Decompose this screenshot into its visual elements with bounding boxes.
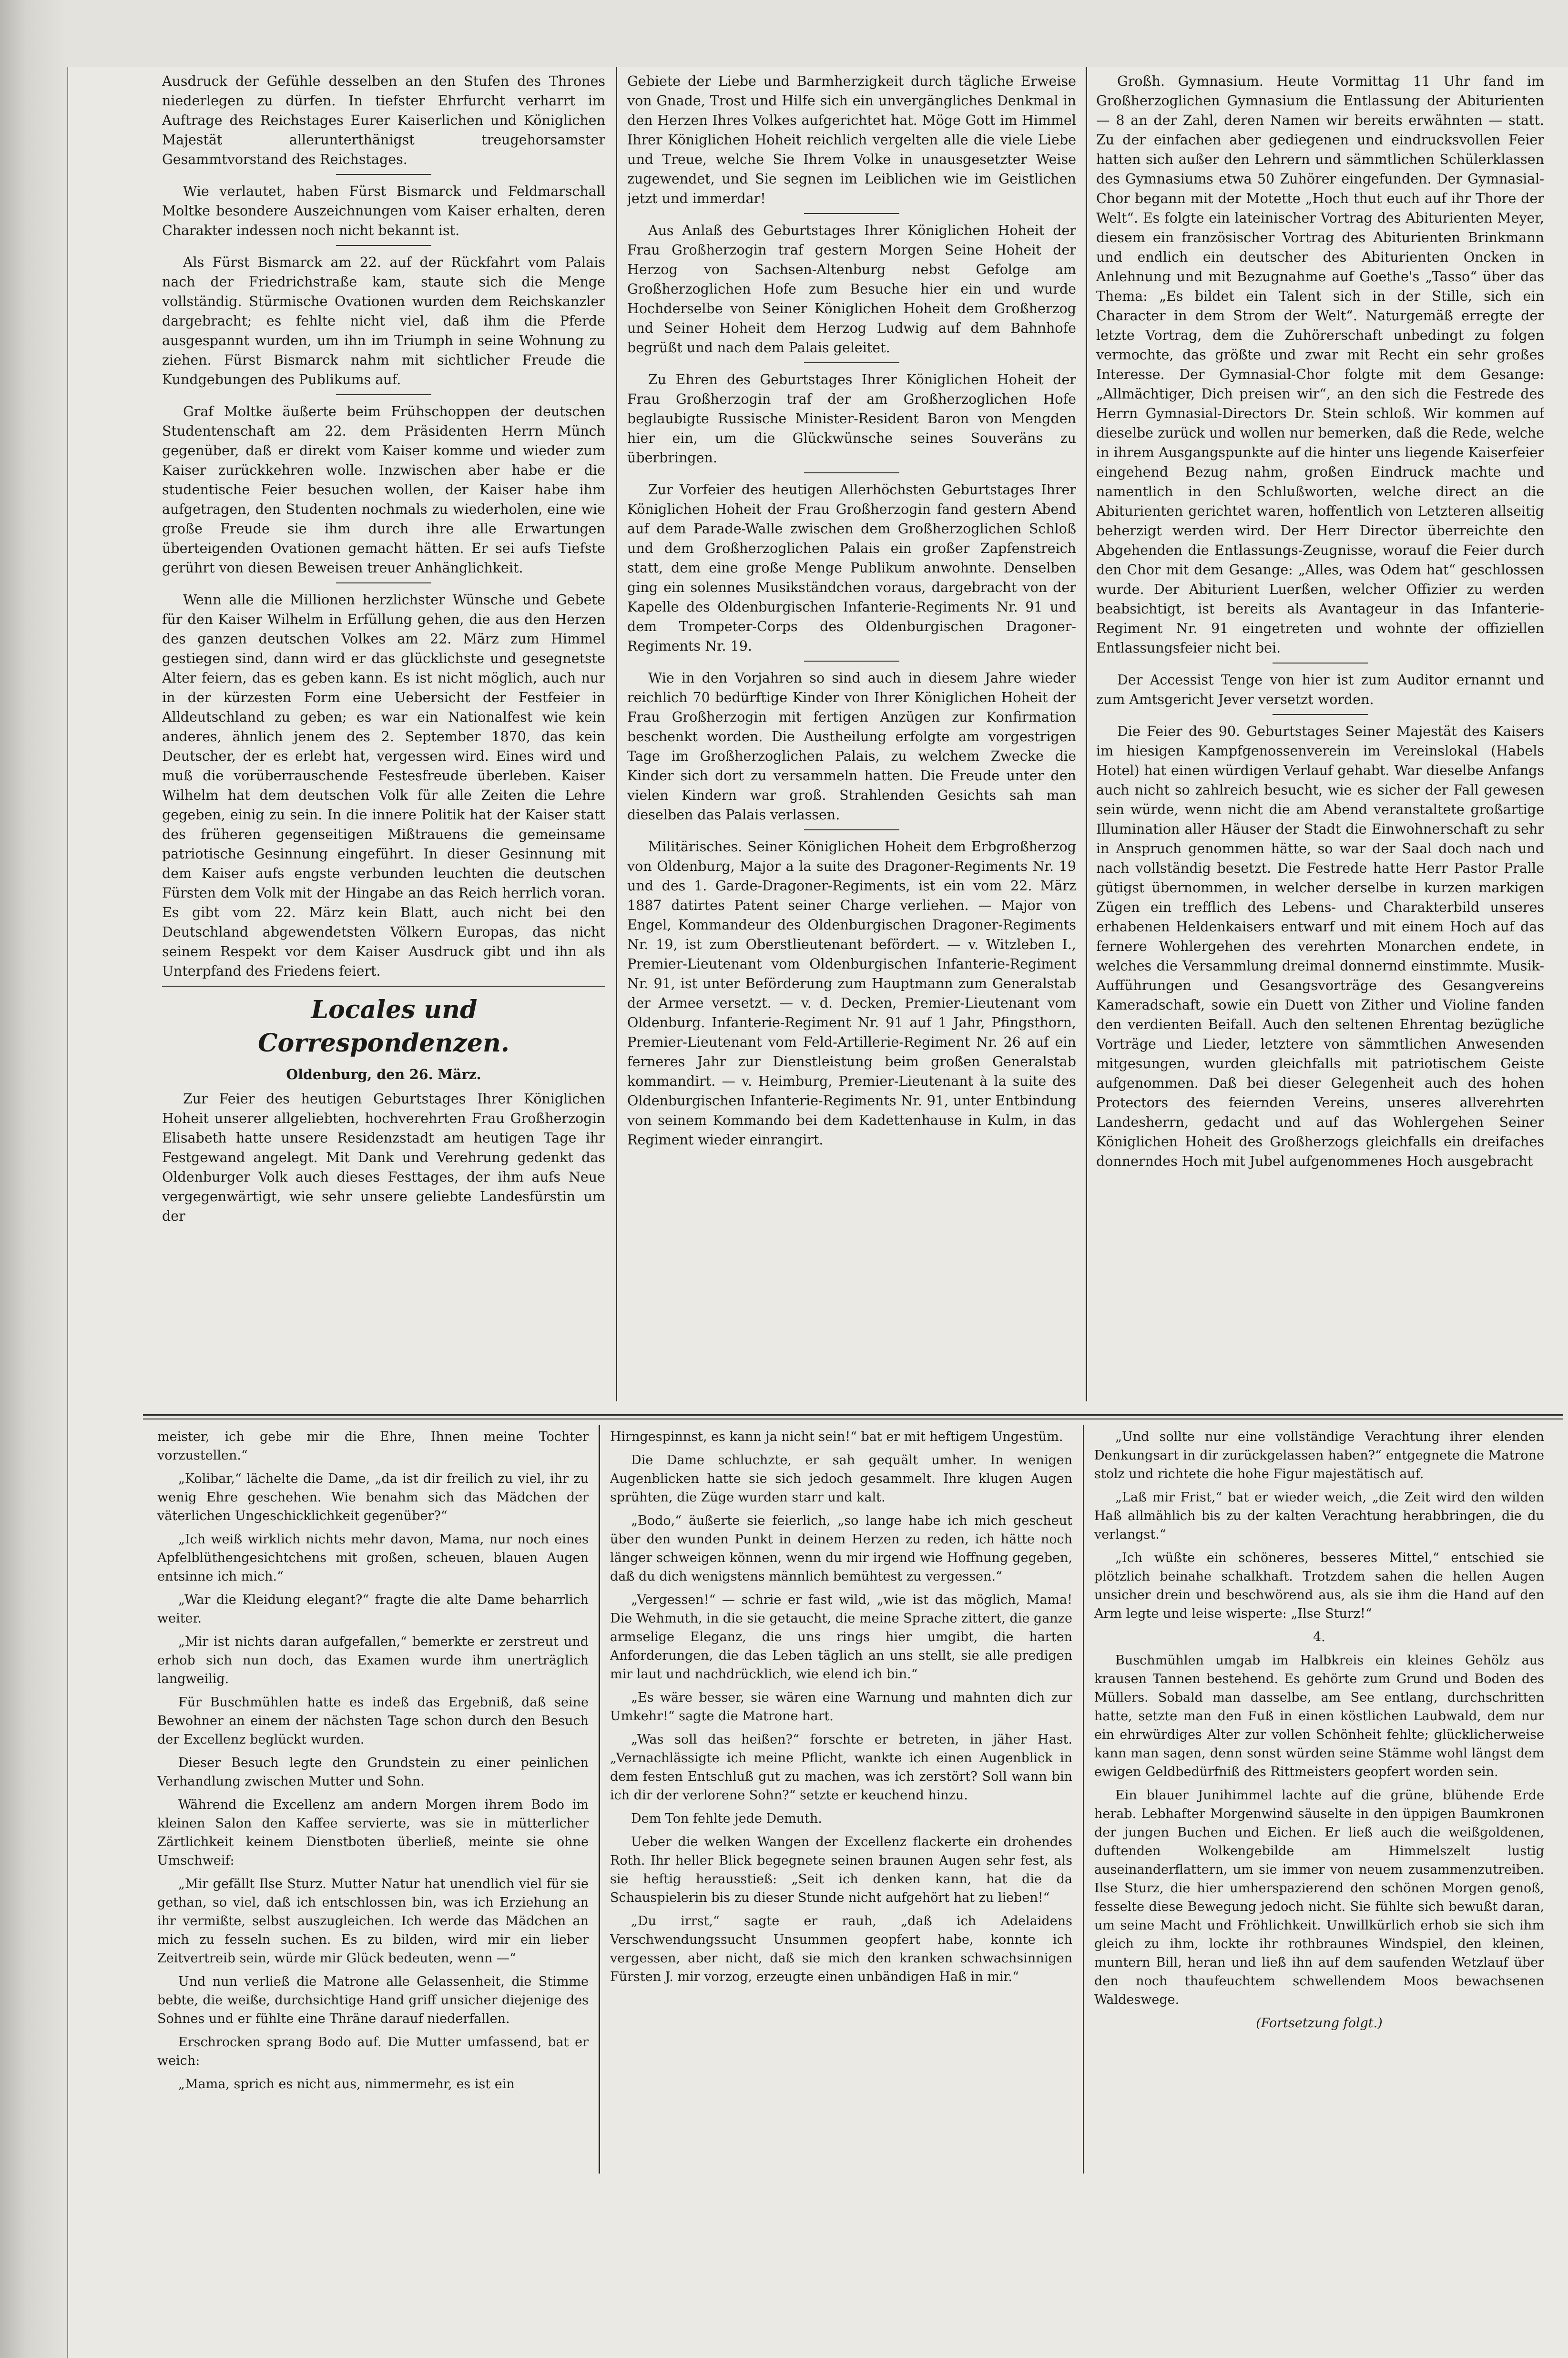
novel-paragraph: Ein blauer Junihimmel lachte auf die grüne, blühende Erde herab. Lebhafter Morgenwind säuselte in den üppigen Baumkronen der jungen Buchen und Eichen. Er ließ auch die weißgoldenen, duftenden Wolkengebilde am Himmelszelt lustig auseinanderflattern, um sie immer von neuem zusammenzutreiben. Ilse Sturz, die hier umherspazierend den schönen Morgen genoß, fesselte diese Bewegung jedoch nicht. Sie fühlte sich bewußt daran, um seine Macht und Fröhlichkeit. Unwillkürlich erhob sie sich ihm gleich zu ihm, lockte ihr rothbraunes Windspiel, den kleinen, muntern Bill, heran und ließ ihn auf dem saufenden Wetzlauf über den noch thaufeuchtem schwellendem Moos bewachsenen Waldeswege.	[1094, 1788, 1544, 2007]
article-paragraph: Zu Ehren des Geburtstages Ihrer Königlichen Hoheit der Frau Großherzogin traf der am Großherzoglichen Hofe beglaubigte Russische Minister-Resident Baron von Mengden hier ein, um die Glückwünsche seines Souveräns zu überbringen.	[627, 372, 1076, 466]
novel-paragraph: „Es wäre besser, sie wären eine Warnung und mahnten dich zur Umkehr!“ sagte die Matrone hart.	[610, 1690, 1072, 1724]
novel-paragraph: „Bodo,“ äußerte sie feierlich, „so lange habe ich mich gescheut über den wunden Punkt in deinem Herzen zu reden, ich hätte noch länger schweigen können, wenn du mir irgend wie Hoffnung gegeben, daß du dich wenigstens männlich bemühtest zu vergessen.“	[610, 1513, 1072, 1584]
column-rule	[1086, 67, 1087, 1401]
article-separator	[1273, 714, 1368, 715]
upper-column-1	[162, 71, 605, 1406]
novel-paragraph: Buschmühlen umgab im Halbkreis ein kleines Gehölz aus krausen Tannen bestehend. Es gehörte zum Grund und Boden des Müllers. Sobald man dasselbe, am See entlang, durchschritten hatte, setzte man den Fuß in einen köstlichen Laubwald, dem nur ein ehrwürdiges Alter zur vollen Schönheit fehlte; glücklicherweise kann man sagen, denn sonst würden seine Stämme wohl längst dem ewigen Geldbedürfniß des Rittmeisters geopfert worden sein.	[1094, 1653, 1544, 1779]
novel-paragraph: „Kolibar,“ lächelte die Dame, „da ist dir freilich zu viel, ihr zu wenig Ehre geschehen. Wie benahm sich das Mädchen der väterlichen Ungeschicklichkeit gegenüber?“	[157, 1471, 589, 1523]
article-separator	[336, 394, 431, 395]
article-separator	[162, 986, 605, 987]
article-paragraph: Militärisches. Seiner Königlichen Hoheit dem Erbgroßherzog von Oldenburg, Major a la suite des Dragoner-Regiments Nr. 19 und des 1. Garde-Dragoner-Regiments, ist ein vom 22. März 1887 datirtes Patent seiner Charge verliehen. — Major von Engel, Kommandeur des Oldenburgischen Dragoner-Regiments Nr. 19, ist zum Oberstlieutenant befördert. — v. Witzleben I., Premier-Lieutenant vom Oldenburgischen Infanterie-Regiment Nr. 91, ist unter Beförderung zum Hauptmann zum Generalstab der Armee versetzt. — v. d. Decken, Premier-Lieutenant vom Oldenburg. Infanterie-Regiment Nr. 91 auf 1 Jahr, Pfingsthorn, Premier-Lieutenant vom Feld-Artillerie-Regiment Nr. 26 auf ein ferneres Jahr zur Dienstleistung beim großen Generalstab kommandirt. — v. Heimburg, Premier-Lieutenant à la suite des Oldenburgischen Infanterie-Regiments Nr. 91, unter Entbindung von seinem Kommando bei dem Kadettenhause in Kulm, in das Regiment wieder einrangirt.	[627, 839, 1076, 1148]
article-paragraph: Graf Moltke äußerte beim Frühschoppen der deutschen Studentenschaft am 22. dem Präsidenten Herrn Münch gegenüber, daß er direkt vom Kaiser komme und wieder zum Kaiser zurückkehren wolle. Inzwischen aber habe er die studentische Feier besuchen wollen, der Kaiser habe ihm aufgetragen, den Studenten nochmals zu wiederholen, eine wie große Freude sie ihm durch ihre alle Erwartungen überteigenden Ovationen gemacht hätten. Er sei aufs Tiefste gerührt von diesen Beweisen treuer Anhänglichkeit.	[162, 404, 605, 576]
upper-column-2	[627, 71, 1076, 1406]
article-paragraph: Der Accessist Tenge von hier ist zum Auditor ernannt und zum Amtsgericht Jever versetzt worden.	[1096, 672, 1544, 707]
feuilleton-rule	[143, 1414, 1563, 1416]
article-paragraph: Großh. Gymnasium. Heute Vormittag 11 Uhr fand im Großherzoglichen Gymnasium die Entlassung der Abiturienten — 8 an der Zahl, deren Namen wir bereits erwähnten — statt. Zu der einfachen aber gediegenen und eindrucksvollen Feier hatten sich außer den Lehrern und sämmtlichen Schülerklassen des Gymnasiums etwa 50 Zuhörer eingefunden. Der Gymnasial-Chor begann mit der Motette „Hoch thut euch auf ihr Thore der Welt“. Es folgte ein lateinischer Vortrag des Abiturienten Meyer, diesem ein französischer Vortrag des Abiturienten Brinkmann und endlich ein deutscher des Abiturienten Oncken in Anlehnung und mit Bezugnahme auf Goethe's „Tasso“ über das Thema: „Es bildet ein Talent sich in der Stille, sich ein Character in dem Strom der Welt“. Naturgemäß erregte der letzte Vortrag, dem die Zuhörerschaft unbedingt zu folgen vermochte, das größte und zwar mit Recht ein sehr großes Interesse. Der Gymnasial-Chor folgte mit dem Gesange: „Allmächtiger, Dich preisen wir“, an den sich die Festrede des Herrn Gymnasial-Directors Dr. Stein schloß. Wir kommen auf dieselbe zurück und wollen nur bemerken, daß die Rede, welche in ihrem Ausgangspunkte auf die hinter uns liegende Kaiserfeier eingehend Bezug nahm, großen Eindruck machte und namentlich in den Schlußworten, welche direct an die Abiturienten gerichtet waren, hoffentlich von Letzteren allseitig beherzigt werden wird. Der Herr Director überreichte den Abgehenden die Entlassungs-Zeugnisse, worauf die Feier durch den Chor mit dem Gesange: „Alles, was Odem hat“ geschlossen wurde. Der Abiturient Luerßen, welcher Offizier zu werden beabsichtigt, ist bereits als Avantageur in das Infanterie-Regiment Nr. 91 eingetreten und wohnte der offiziellen Entlassungsfeier nicht bei.	[1096, 73, 1544, 656]
novel-paragraph: „Und sollte nur eine vollständige Verachtung ihrer elenden Denkungsart in dir zurückgelassen haben?“ entgegnete die Matrone stolz und richtete die hohe Figur majestätisch auf.	[1094, 1429, 1544, 1481]
article-paragraph: Zur Vorfeier des heutigen Allerhöchsten Geburtstages Ihrer Königlichen Hoheit der Frau Großherzogin fand gestern Abend auf dem Parade-Walle zwischen dem Großherzoglichen Schloß und dem Großherzoglichen Palais ein großer Zapfenstreich statt, dem eine große Menge Publikum anwohnte. Denselben ging ein solennes Musikständchen voraus, dargebracht von der Kapelle des Oldenburgischen Infanterie-Regiments Nr. 91 und dem Trompeter-Corps des Oldenburgischen Dragoner-Regiments Nr. 19.	[627, 482, 1076, 654]
article-paragraph: Die Feier des 90. Geburtstages Seiner Majestät des Kaisers im hiesigen Kampfgenossenverein im Vereinslokal (Habels Hotel) hat einen würdigen Verlauf gehabt. War dieselbe Anfangs auch nicht so zahlreich besucht, wie es sicher der Fall gewesen sein würde, wenn nicht die am Abend veranstaltete großartige Illumination aller Häuser der Stadt die Einwohnerschaft zu sehr in Anspruch genommen hätte, so war der Saal doch nach und nach vollständig besetzt. Die Festrede hatte Herr Pastor Pralle gütigst übernommen, in welcher derselbe in kurzen markigen Zügen ein trefflich des Lebens- und Charakterbild unseres erhabenen Heldenkaisers entwarf und mit einem Hoch auf das fernere Wohlergehen des verehrten Monarchen endete, in welches die Versammlung dreimal donnernd einstimmte. Musik-Aufführungen und Gesangsvorträge des Gesangvereins Kameradschaft, sowie ein Duett von Zither und Violine fanden den verdienten Beifall. Auch den seltenen Ehrentag bezügliche Vorträge und Lieder, letztere von sämmtlichen Anwesenden mitgesungen, wurden gleichfalls mit patriotischem Geiste aufgenommen. Daß bei dieser Gelegenheit auch des hohen Protectors des feiernden Vereins, unseres allverehrten Landesherrn, gedacht und auf das Wohlergehen Seiner Königlichen Hoheit des Großherzogs gleichfalls ein dreifaches donnerndes Hoch mit Jubel aufgenommenes Hoch ausgebracht	[1096, 724, 1544, 1169]
article-separator	[804, 661, 899, 662]
novel-paragraph: Für Buschmühlen hatte es indeß das Ergebniß, daß seine Bewohner an einem der nächsten Tage schon durch den Besuch der Excellenz beglückt wurden.	[157, 1695, 589, 1747]
novel-paragraph: Während die Excellenz am andern Morgen ihrem Bodo im kleinen Salon den Kaffee servierte, was sie in mütterlicher Zärtlichkeit keinem Dienstboten überließ, meinte sie ohne Umschweif:	[157, 1797, 589, 1868]
novel-paragraph: Die Dame schluchzte, er sah gequält umher. In wenigen Augenblicken hatte sie sich jedoch gesammelt. Ihre klugen Augen sprühten, die Züge wurden starr und kalt.	[610, 1453, 1072, 1505]
feuilleton-column-2	[610, 1428, 1072, 2171]
novel-paragraph: Erschrocken sprang Bodo auf. Die Mutter umfassend, bat er weich:	[157, 2035, 589, 2068]
article-separator	[804, 213, 899, 214]
novel-paragraph: „War die Kleidung elegant?“ fragte die alte Dame beharrlich weiter.	[157, 1592, 589, 1626]
novel-paragraph: „Du irrst,“ sagte er rauh, „daß ich Adelaidens Verschwendungssucht Unsummen geopfert habe, konnte ich vergessen, aber nicht, daß sie mich den kranken schwachsinnigen Fürsten J. mir vorzog, erzeugte einen unbändigen Haß in mir.“	[610, 1914, 1072, 1984]
chapter-number: 4.	[1313, 1630, 1325, 1644]
dateline: Oldenburg, den 26. März.	[286, 1066, 481, 1082]
article-separator	[804, 472, 899, 473]
article-paragraph: Aus Anlaß des Geburtstages Ihrer Königlichen Hoheit der Frau Großherzogin traf gestern Morgen Seine Hoheit der Herzog von Sachsen-Altenburg nebst Gefolge am Großherzoglichen Hofe zum Besuche hier ein und wurde Hochderselbe von Seiner Königlichen Hoheit dem Großherzog und Seiner Hoheit dem Herzog Ludwig auf dem Bahnhofe begrüßt und nach dem Palais geleitet.	[627, 223, 1076, 356]
article-paragraph: Wie verlautet, haben Fürst Bismarck und Feldmarschall Moltke besondere Auszeichnungen vom Kaiser erhalten, deren Charakter indessen noch nicht bekannt ist.	[162, 184, 605, 238]
page-binding-edge	[0, 0, 67, 2358]
article-separator	[1273, 663, 1368, 664]
article-separator	[804, 829, 899, 830]
column-rule	[616, 67, 617, 1401]
article-paragraph: Gebiete der Liebe und Barmherzigkeit durch tägliche Erweise von Gnade, Trost und Hilfe sich ein unvergängliches Denkmal in den Herzen Ihres Volkes aufgerichtet hat. Möge Gott im Himmel Ihrer Königlichen Hoheit reichlich vergelten alle die viele Liebe und Treue, welche Sie Ihrem Volke in unausgesetzter Weise zugewendet, und Sie segnen im Leiblichen wie im Geistlichen jetzt und immerdar!	[627, 73, 1076, 206]
novel-paragraph: Dem Ton fehlte jede Demuth.	[631, 1811, 822, 1826]
article-separator	[336, 582, 431, 583]
novel-paragraph: „Was soll das heißen?“ forschte er betreten, in jäher Hast. „Vernachlässigte ich meine Pflicht, wankte ich einen Augenblick in dem festen Entschluß gut zu machen, was ich zerstört? Soll wann bin ich dir der verlorene Sohn?“ setzte er keuchend hinzu.	[610, 1732, 1072, 1803]
novel-paragraph: Dieser Besuch legte den Grundstein zu einer peinlichen Verhandlung zwischen Mutter und Sohn.	[157, 1756, 589, 1789]
article-paragraph: Wenn alle die Millionen herzlichster Wünsche und Gebete für den Kaiser Wilhelm in Erfüllung gehen, die aus den Herzen des ganzen deutschen Volkes am 22. März zum Himmel gestiegen sind, dann wird er das glücklichste und gesegnetste Alter feiern, das es geben kann. Es ist nicht möglich, auch nur in der kürzesten Form eine Uebersicht der Festfeier in Alldeutschland zu geben; es war ein Nationalfest wie kein anderes, ähnlich jenem des 2. September 1870, das kein Deutscher, der es erlebt hat, vergessen wird. Eines wird und muß die vorüberrauschende Festesfreude überleben. Kaiser Wilhelm hat dem deutschen Volk für alle Zeiten die Lehre gegeben, einig zu sein. In die innere Politik hat der Kaiser statt des früheren gegenseitigen Mißtrauens die gemeinsame patriotische Gesinnung eingeführt. In dieser Gesinnung mit dem Kaiser aufs engste verbunden leuchten die deutschen Fürsten dem Volk mit der Hingabe an das Reich herrlich voran. Es gibt vom 22. März kein Blatt, auch nicht bei den Deutschland abgewendetsten Völkern Europas, das nicht seinem Respekt vor dem Kaiser Ausdruck gibt und ihn als Unterpfand des Friedens feiert.	[162, 592, 605, 979]
novel-paragraph: „Mama, sprich es nicht aus, nimmermehr, es ist ein	[178, 2077, 515, 2092]
column-rule	[599, 1425, 600, 2174]
article-paragraph: Als Fürst Bismarck am 22. auf der Rückfahrt vom Palais nach der Friedrichstraße kam, staute sich die Menge vollständig. Stürmische Ovationen wurden dem Reichskanzler dargebracht; es fehlte nicht viel, daß ihm die Pferde ausgespannt wurden, um ihn im Triumph in seine Wohnung zu ziehen. Fürst Bismarck nahm mit sichtlicher Freude die Kundgebungen des Publikums auf.	[162, 255, 605, 388]
article-paragraph: Ausdruck der Gefühle desselben an den Stufen des Thrones niederlegen zu dürfen. In tiefster Ehrfurcht verharrt im Auftrage des Reichstages Eurer Kaiserlichen und Königlichen Majestät allerunterthänigst treugehorsamster Gesammtvorstand des Reichstages.	[162, 73, 605, 167]
upper-column-3	[1096, 71, 1544, 1406]
feuilleton-column-1	[157, 1428, 589, 2171]
continuation-note: (Fortsetzung folgt.)	[1256, 2016, 1383, 2031]
article-separator	[804, 362, 899, 363]
novel-paragraph: Ueber die welken Wangen der Excellenz flackerte ein drohendes Roth. Ihr heller Blick begegnete seinen braunen Augen sehr fest, als sie heftig herausstieß: „Seit ich denken kann, hat die da Schauspielerin bis zu dieser Stunde nicht aufgehört hat zu lieben!“	[610, 1835, 1072, 1905]
article-separator	[336, 174, 431, 175]
article-paragraph: Zur Feier des heutigen Geburtstages Ihrer Königlichen Hoheit unserer allgeliebten, hochverehrten Frau Großherzogin Elisabeth hatte unsere Residenzstadt am heutigen Tage ihr Festgewand angelegt. Mit Dank und Verehrung gedenkt das Oldenburger Volk auch dieses Festtages, der ihm aufs Neue vergegenwärtigt, wie sehr unsere geliebte Landesfürstin um der	[162, 1091, 605, 1224]
novel-paragraph: „Ich wüßte ein schöneres, besseres Mittel,“ entschied sie plötzlich beinahe schalkhaft. Trotzdem sahen die hellen Augen unsicher drein und beschwörend aus, als sie ihm die Hand auf den Arm legte und leise wisperte: „Ilse Sturz!“	[1094, 1551, 1544, 1621]
article-separator	[336, 245, 431, 246]
feuilleton-column-3	[1094, 1428, 1544, 2171]
novel-paragraph: Und nun verließ die Matrone alle Gelassenheit, die Stimme bebte, die weiße, durchsichtige Hand griff unsicher diejenige des Sohnes und er fühlte eine Thräne darauf niederfallen.	[157, 1974, 589, 2026]
section-heading: Locales und Correspondenzen.	[258, 995, 509, 1058]
novel-paragraph: meister, ich gebe mir die Ehre, Ihnen meine Tochter vorzustellen.“	[157, 1429, 589, 1463]
column-rule	[1083, 1425, 1084, 2174]
novel-paragraph: Hirngespinnst, es kann ja nicht sein!“ bat er mit heftigem Ungestüm.	[610, 1429, 1063, 1444]
article-paragraph: Wie in den Vorjahren so sind auch in diesem Jahre wieder reichlich 70 bedürftige Kinder von Ihrer Königlichen Hoheit der Frau Großherzogin mit fertigen Anzügen zur Konfirmation beschenkt worden. Die Austheilung erfolgte am vorgestrigen Tage im Großherzoglichen Palais, zu welchem Zwecke die Kinder sich dort zu versammeln hatten. Die Freude unter den vielen Kindern war groß. Strahlenden Gesichts sah man dieselben das Palais verlassen.	[627, 670, 1076, 823]
novel-paragraph: „Ich weiß wirklich nichts mehr davon, Mama, nur noch eines Apfelblüthengesichtchens mit großen, scheuen, blauen Augen entsinne ich mich.“	[157, 1532, 589, 1584]
novel-paragraph: „Mir ist nichts daran aufgefallen,“ bemerkte er zerstreut und erhob sich nun doch, das Examen wurde ihm unerträglich langweilig.	[157, 1634, 589, 1686]
novel-paragraph: „Vergessen!“ — schrie er fast wild, „wie ist das möglich, Mama! Die Wehmuth, in die sie getaucht, die meine Sprache zittert, die ganze armselige Eleganz, die uns rings hier umgibt, die harten Anforderungen, die das Leben täglich an uns stellt, sie alle predigen mir laut und nachdrücklich, wie elend ich bin.“	[610, 1592, 1072, 1682]
novel-paragraph: „Mir gefällt Ilse Sturz. Mutter Natur hat unendlich viel für sie gethan, so viel, daß ich entschlossen bin, was ich Erziehung an ihr vermißte, selbst auszugleichen. Ich werde das Mädchen an mich zu fesseln suchen. Es zu bilden, wird mir ein lieber Zeitvertreib sein, würde mir Glück bedeuten, wenn —“	[157, 1877, 589, 1966]
novel-paragraph: „Laß mir Frist,“ bat er wieder weich, „die Zeit wird den wilden Haß allmählich bis zu der kalten Verachtung herabbringen, die du verlangst.“	[1094, 1490, 1544, 1542]
